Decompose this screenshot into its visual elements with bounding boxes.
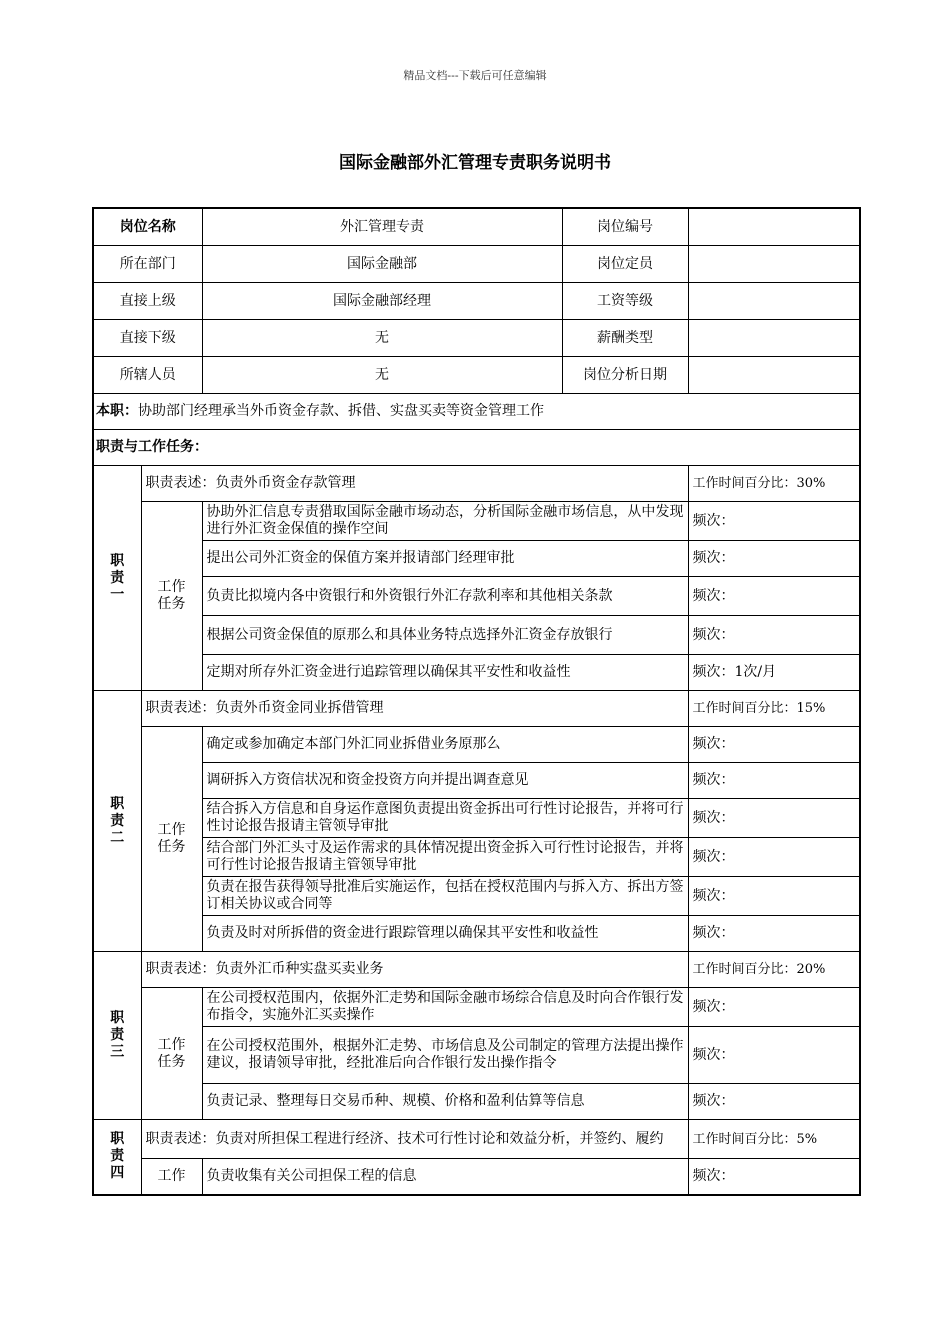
- task-row: [93, 502, 860, 541]
- task-text: 结合拆入方信息和自身运作意图负责提出资金拆出可行性讨论报告，并将可行性讨论报告报请主管领导审批: [202, 799, 688, 838]
- duty-name: [93, 691, 141, 952]
- task-label: 工作任务: [141, 988, 202, 1120]
- task-text: 定期对所存外汇资金进行追踪管理以确保其平安性和收益性: [202, 655, 688, 691]
- task-text: 负责比拟境内各中资银行和外资银行外汇存款利率和其他相关条款: [202, 577, 688, 616]
- job-description-table: [92, 207, 861, 1196]
- task-row: [93, 838, 860, 877]
- info-label-2: 工资等级: [597, 292, 653, 309]
- info-value: 无: [203, 357, 563, 393]
- task-frequency: 频次：: [688, 616, 860, 655]
- info-value-pair: [202, 320, 688, 357]
- benzhi-label: 本职：: [96, 403, 138, 419]
- task-row: [93, 916, 860, 952]
- task-text: 在公司授权范围内，依据外汇走势和国际金融市场综合信息及时向合作银行发布指令，实施外汇买卖操作: [202, 988, 688, 1027]
- task-frequency: 频次：: [688, 988, 860, 1027]
- duty-name: [93, 1120, 141, 1195]
- info-value-2: [688, 320, 860, 357]
- task-text: 在公司授权范围外，根据外汇走势、市场信息及公司制定的管理方法提出操作建议，报请领导审批，经批准后向合作银行发出操作指令: [202, 1027, 688, 1084]
- info-label: 所在部门: [93, 246, 202, 283]
- info-value: 外汇管理专责: [203, 209, 563, 245]
- task-row: [93, 1159, 860, 1195]
- task-text: 协助外汇信息专责猎取国际金融市场动态，分析国际金融市场信息，从中发现进行外汇资金保值的操作空间: [202, 502, 688, 541]
- duty-name-char: 责: [110, 1027, 125, 1043]
- task-row: [93, 616, 860, 655]
- task-frequency: 频次：: [688, 541, 860, 577]
- duty-name: [93, 952, 141, 1120]
- info-row: [93, 320, 860, 357]
- info-label-2: 岗位分析日期: [583, 366, 667, 383]
- task-frequency: 频次：: [688, 916, 860, 952]
- task-row: [93, 799, 860, 838]
- task-text: 结合部门外汇头寸及运作需求的具体情况提出资金拆入可行性讨论报告，并将可行性讨论报告报请主管领导审批: [202, 838, 688, 877]
- info-label-2: 岗位定员: [597, 255, 653, 272]
- task-frequency: 频次：: [688, 1027, 860, 1084]
- header-note: 精品文档---下载后可任意编辑: [403, 69, 547, 82]
- info-value-pair: [202, 246, 688, 283]
- task-text: 负责在报告获得领导批准后实施运作，包括在授权范围内与拆入方、拆出方签订相关协议或合同等: [202, 877, 688, 916]
- task-frequency: 频次：: [688, 877, 860, 916]
- task-text: 调研拆入方资信状况和资金投资方向并提出调查意见: [202, 763, 688, 799]
- task-label: 工作任务: [141, 727, 202, 952]
- duty-desc-row: [93, 466, 860, 502]
- task-row: [93, 877, 860, 916]
- duty-name-char: 职: [110, 795, 125, 812]
- info-row: [93, 283, 860, 320]
- task-frequency: 频次：1次/月: [688, 655, 860, 691]
- duty-name-char: 责: [110, 1148, 125, 1165]
- info-value-2: [688, 283, 860, 320]
- task-frequency: 频次：: [688, 763, 860, 799]
- info-value-2: [688, 357, 860, 394]
- task-row: [93, 988, 860, 1027]
- benzhi-row: [93, 394, 860, 430]
- duty-desc-row: [93, 952, 860, 988]
- info-label-2: 薪酬类型: [597, 329, 653, 346]
- duty-name-char: 二: [110, 829, 125, 846]
- task-text: 负责记录、整理每日交易币种、规模、价格和盈利估算等信息: [202, 1084, 688, 1120]
- info-value-2: [688, 208, 860, 246]
- info-value-2: [688, 246, 860, 283]
- task-frequency: 频次：: [688, 727, 860, 763]
- duty-time-percent: 工作时间百分比：30%: [688, 466, 860, 502]
- task-text: 提出公司外汇资金的保值方案并报请部门经理审批: [202, 541, 688, 577]
- info-label: 岗位名称: [93, 208, 202, 246]
- info-label: 所辖人员: [93, 357, 202, 394]
- duty-time-percent: 工作时间百分比：20%: [688, 952, 860, 988]
- info-value-pair: [202, 283, 688, 320]
- duty-time-percent: 工作时间百分比：15%: [688, 691, 860, 727]
- duty-description: 职责表述：负责外币资金同业拆借管理: [141, 691, 688, 727]
- duty-name: [93, 466, 141, 691]
- duty-description: 职责表述：负责外汇币种实盘买卖业务: [141, 952, 688, 988]
- duty-desc-row: [93, 691, 860, 727]
- task-row: [93, 763, 860, 799]
- task-label: 工作任务: [141, 502, 202, 691]
- task-text: 负责收集有关公司担保工程的信息: [202, 1159, 688, 1195]
- duty-name-char: 三: [110, 1044, 125, 1060]
- document-title: 国际金融部外汇管理专责职务说明书: [339, 153, 611, 173]
- duty-name-char: 责: [110, 812, 125, 829]
- task-frequency: 频次：: [688, 577, 860, 616]
- info-label-2: 岗位编号: [597, 218, 653, 235]
- info-row: [93, 357, 860, 394]
- info-value-pair: [202, 208, 688, 246]
- info-value: 国际金融部: [203, 246, 563, 282]
- info-label: 直接下级: [93, 320, 202, 357]
- duty-time-percent: 工作时间百分比：5%: [688, 1120, 860, 1159]
- task-text: 负责及时对所拆借的资金进行跟踪管理以确保其平安性和收益性: [202, 916, 688, 952]
- info-value: 无: [203, 320, 563, 356]
- duty-name-char: 四: [110, 1165, 125, 1182]
- task-row: [93, 1084, 860, 1120]
- info-row: [93, 208, 860, 246]
- duty-description: 职责表述：负责外币资金存款管理: [141, 466, 688, 502]
- task-frequency: 频次：: [688, 838, 860, 877]
- task-frequency: 频次：: [688, 502, 860, 541]
- task-frequency: 频次：: [688, 1159, 860, 1195]
- duty-description: 职责表述：负责对所担保工程进行经济、技术可行性讨论和效益分析，并签约、履约: [141, 1120, 688, 1159]
- task-frequency: 频次：: [688, 799, 860, 838]
- info-value-pair: [202, 357, 688, 394]
- duty-name-char: 职: [110, 552, 125, 569]
- duty-desc-row: [93, 1120, 860, 1159]
- benzhi-text: 协助部门经理承当外币资金存款、拆借、实盘买卖等资金管理工作: [138, 403, 544, 419]
- task-frequency: 频次：: [688, 1084, 860, 1120]
- duty-name-char: 一: [110, 586, 125, 603]
- task-text: 根据公司资金保值的原那么和具体业务特点选择外汇资金存放银行: [202, 616, 688, 655]
- duties-header: 职责与工作任务：: [93, 430, 860, 466]
- task-row: [93, 727, 860, 763]
- task-row: [93, 655, 860, 691]
- task-text: 确定或参加确定本部门外汇同业拆借业务原那么: [202, 727, 688, 763]
- task-row: [93, 541, 860, 577]
- task-label: 工作: [141, 1159, 202, 1195]
- task-row: [93, 1027, 860, 1084]
- info-value: 国际金融部经理: [203, 283, 563, 319]
- duty-name-char: 职: [110, 1131, 125, 1148]
- duty-name-char: 职: [110, 1010, 125, 1026]
- duty-name-char: 责: [110, 569, 125, 586]
- task-row: [93, 577, 860, 616]
- info-label: 直接上级: [93, 283, 202, 320]
- info-row: [93, 246, 860, 283]
